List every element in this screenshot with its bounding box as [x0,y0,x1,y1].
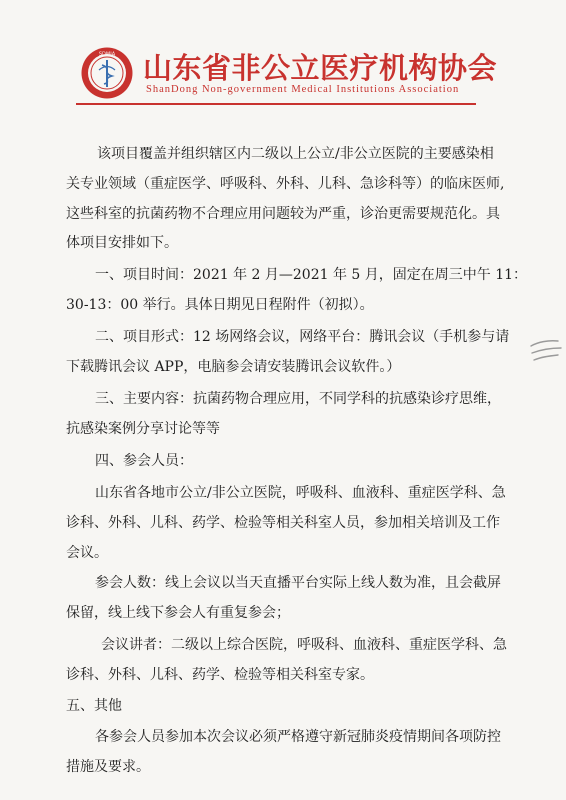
text-line: 二、项目形式：12 场网络会议，网络平台：腾讯会议（手机参与请 [95,329,510,345]
text-line: 参会人数：线上会议以当天直播平台实际上线人数为准，且会截屏 [95,575,501,591]
text-line: 一、项目时间：2021 年 2 月—2021 年 5 月，固定在周三中午 11： [95,267,528,283]
text-line: 这些科室的抗菌药物不合理应用问题较为严重，诊治更需要规范化。具 [66,206,500,222]
text-line: 保留，线上线下参会人有重复参会； [66,605,290,621]
text-line: 会议。 [66,545,108,561]
section-heading: 五、其他 [66,698,122,714]
org-name-cn: 山东省非公立医疗机构协会 [143,51,498,85]
text-line: 措施及要求。 [66,759,150,775]
text-line: 体项目安排如下。 [66,235,178,251]
text-line: 关专业领域（重症医学、呼吸科、外科、儿科、急诊科等）的临床医师, [66,176,505,192]
text-line: 该项目覆盖并组织辖区内二级以上公立/非公立医院的主要感染相 [97,146,494,162]
text-line: 三、主要内容：抗菌药物合理应用，不同学科的抗感染诊疗思维， [95,391,501,407]
text-line: 诊科、外科、儿科、药学、检验等相关科室专家。 [66,667,374,683]
association-logo [80,46,134,100]
pen-mark [528,336,564,364]
text-line: 30-13：00 举行。具体日期见日程附件（初拟）。 [66,297,374,313]
text-line: 下载腾讯会议 APP，电脑参会请安装腾讯会议软件。） [66,359,401,375]
letterhead [0,0,566,108]
text-line: 山东省各地市公立/非公立医院，呼吸科、血液科、重症医学科、急 [95,485,506,501]
text-line: 各参会人员参加本次会议必须严格遵守新冠肺炎疫情期间各项防控 [95,729,501,745]
section-heading: 四、参会人员： [95,453,193,469]
text-line: 会议讲者：二级以上综合医院，呼吸科、血液科、重症医学科、急 [101,637,507,653]
text-line: 抗感染案例分享讨论等等 [66,421,220,437]
org-name-en: ShanDong Non-government Medical Institutions Association [146,84,460,95]
svg-text:SDMIA: SDMIA [98,51,116,58]
text-line: 诊科、外科、儿科、药学、检验等相关科室人员，参加相关培训及工作 [66,515,500,531]
header-divider [76,103,476,105]
